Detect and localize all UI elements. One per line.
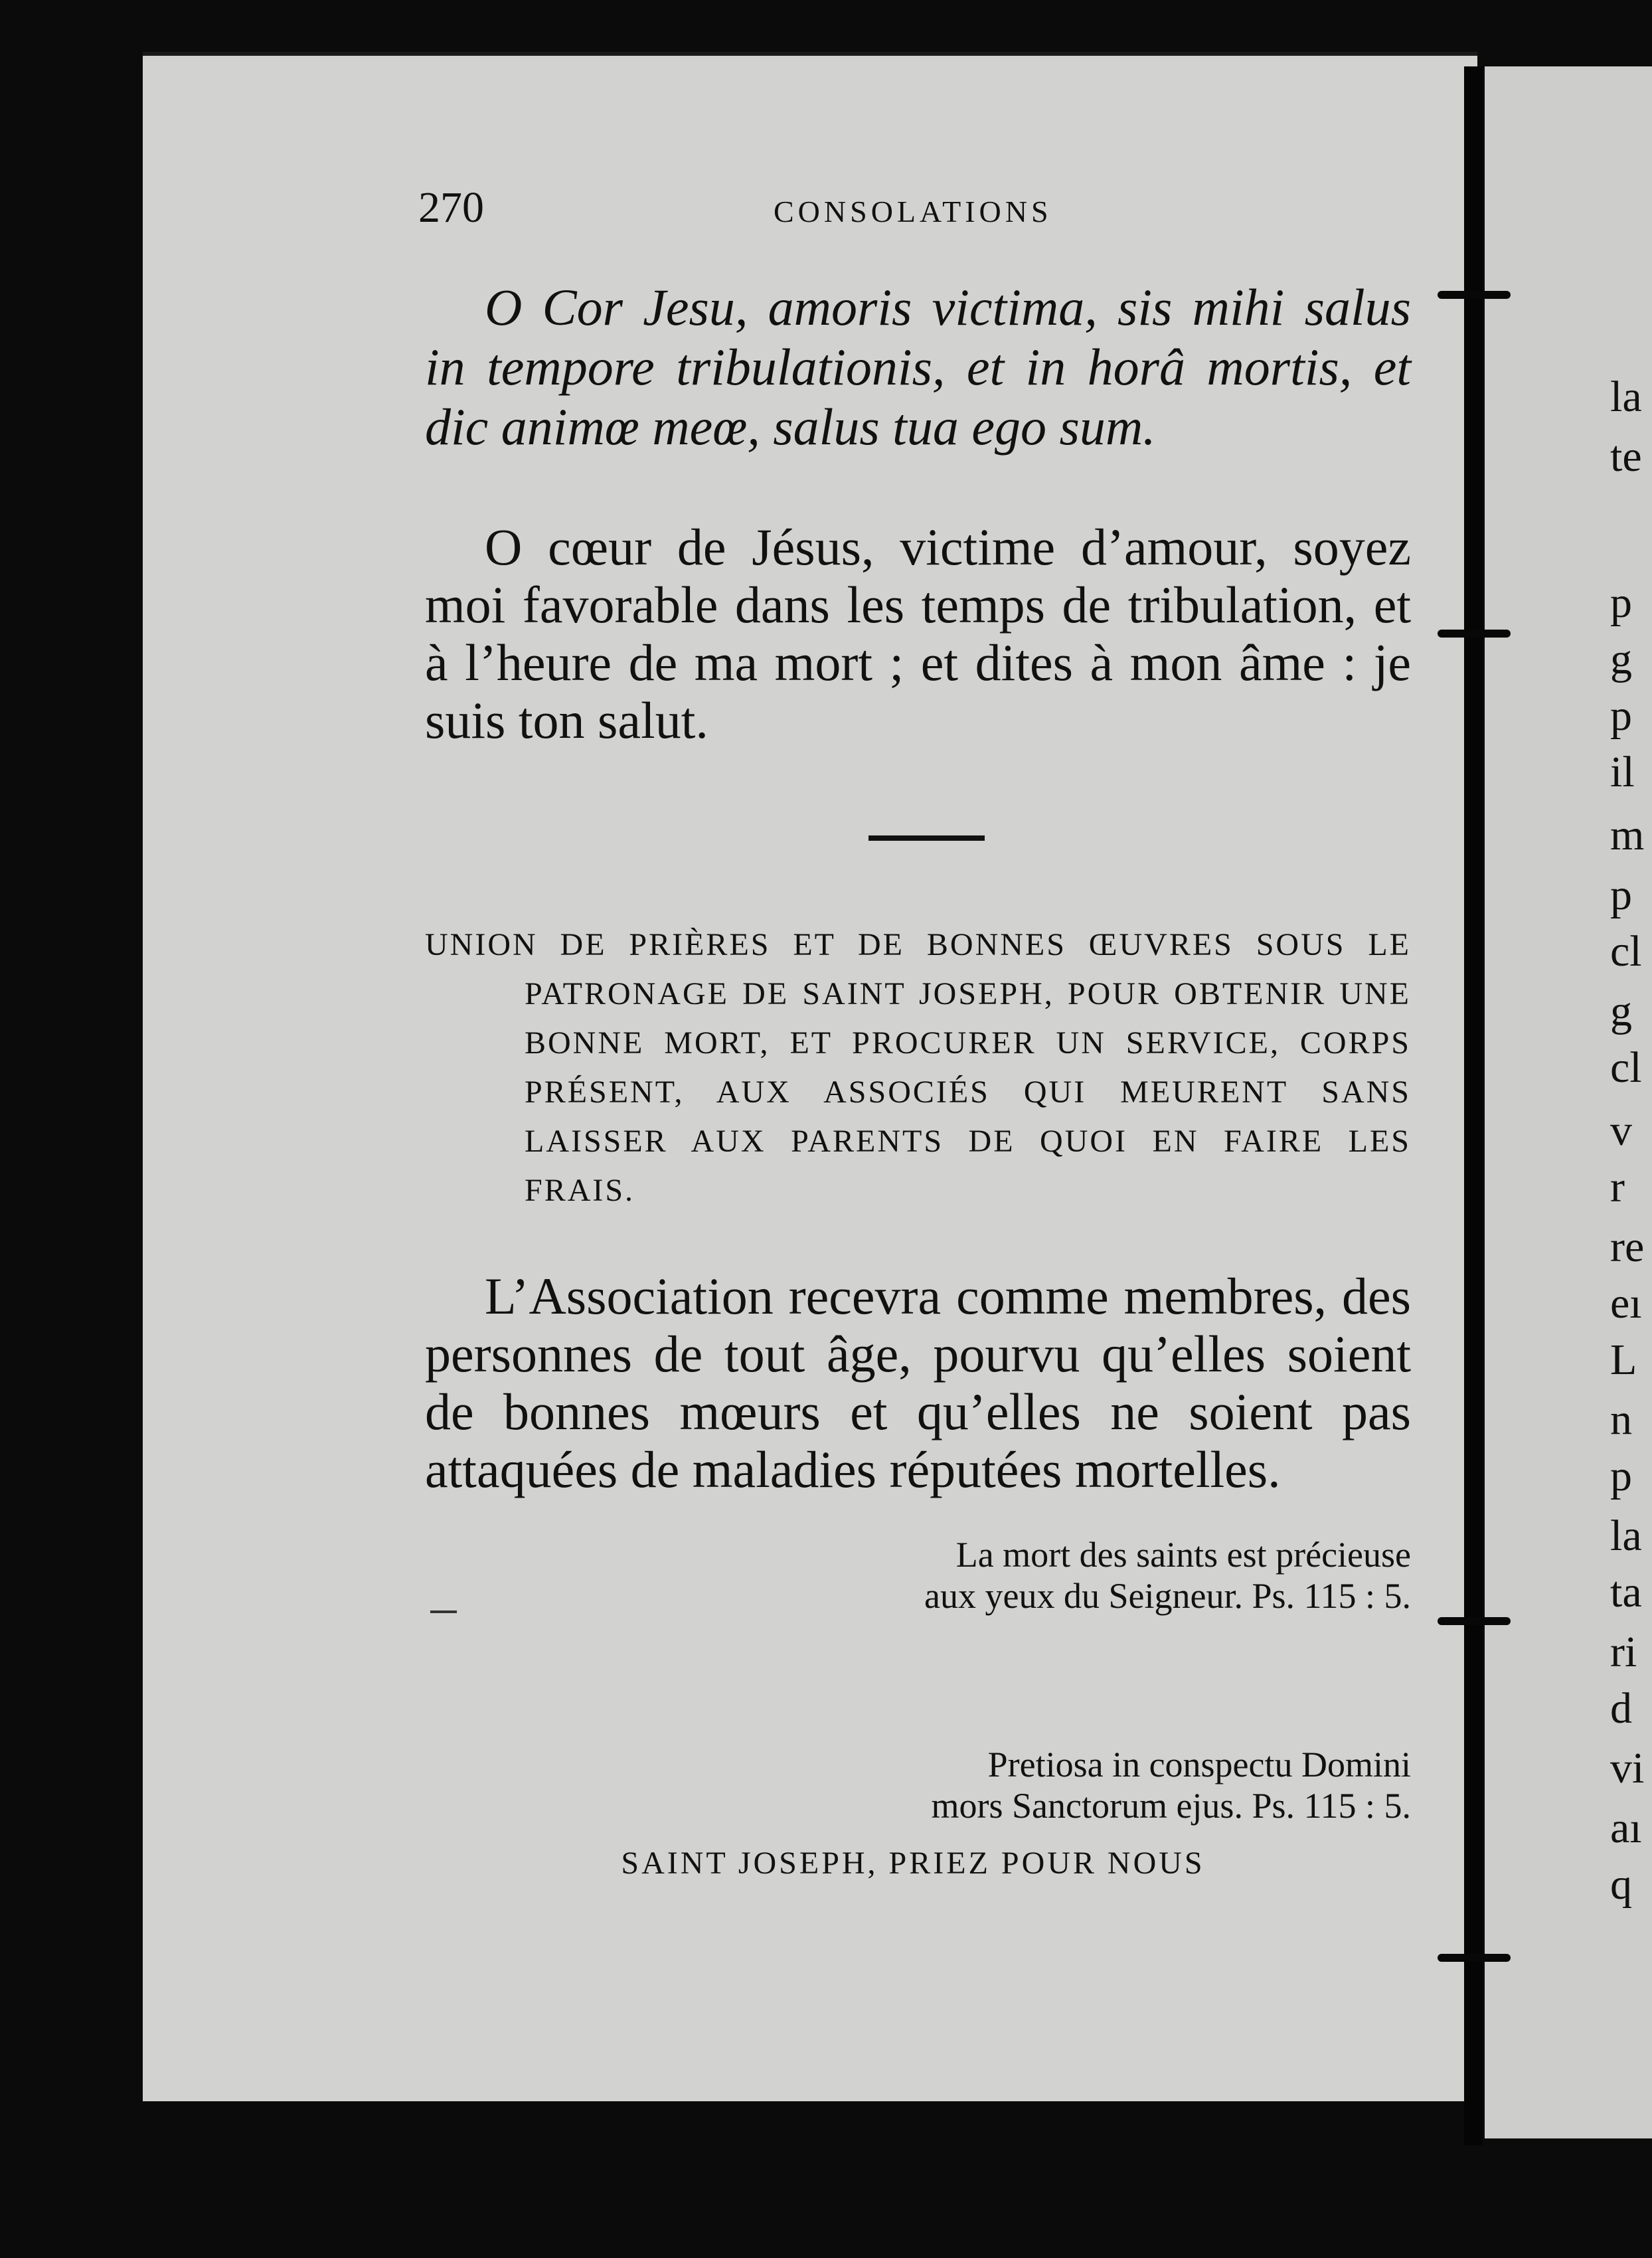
- book-spine: [1464, 66, 1483, 2145]
- facing-page-fragment: m: [1610, 811, 1645, 859]
- association-paragraph: L’Association recevra comme membres, des personnes de tout âge, pourvu qu’elles soient de bonnes mœurs et qu’elles ne soient pas attaquées de maladies réputées mortelles.: [425, 1267, 1411, 1498]
- facing-page-fragment: la: [1610, 1512, 1642, 1560]
- facing-page-fragment: r: [1610, 1163, 1625, 1211]
- section-divider: [868, 835, 985, 841]
- facing-page-fragment: g: [1610, 635, 1632, 683]
- section-heading: UNION DE PRIÈRES ET DE BONNES ŒUVRES SOUS LE PATRONAGE DE SAINT JOSEPH, POUR OBTENIR UNE BONNE MORT, ET PROCURER UN SERVICE, CORPS PRÉSENT, AUX ASSOCIÉS QUI MEURENT SANS LAISSER AUX PARENTS DE QUOI EN FAIRE LES FRAIS.: [425, 927, 1411, 1208]
- citation-french-line2: aux yeux du Seigneur. Ps. 115 : 5.: [924, 1576, 1411, 1616]
- binding-thread: [1438, 291, 1511, 299]
- facing-page-fragment: p: [1610, 1452, 1632, 1500]
- facing-page-fragment: eı: [1610, 1279, 1642, 1328]
- facing-page-fragment: cl: [1610, 1043, 1642, 1092]
- facing-page-fragment: g: [1610, 987, 1632, 1035]
- facing-page-fragment: p: [1610, 871, 1632, 919]
- running-title: CONSOLATIONS: [774, 195, 1052, 228]
- prayer-latin: O Cor Jesu, amoris victima, sis mihi salus in tempore tribulationis, et in horâ mortis, et dic animœ meœ, salus tua ego sum.: [425, 278, 1411, 456]
- facing-page-fragment: v: [1610, 1106, 1632, 1155]
- citation-latin-line1: Pretiosa in conspectu Domini: [987, 1745, 1411, 1784]
- dash-mark: [430, 1610, 457, 1613]
- facing-page-fragment: ta: [1610, 1568, 1642, 1616]
- citation-french: [757, 1534, 1411, 1616]
- facing-page-fragment: L: [1610, 1336, 1637, 1384]
- prayer-french: O cœur de Jésus, victime d’amour, soyez moi favorable dans les temps de tribulation, et à l’heure de ma mort ; et dites à mon âme : je suis ton salut.: [425, 518, 1411, 749]
- footer-invocation: SAINT JOSEPH, PRIEZ POUR NOUS: [621, 1846, 1205, 1881]
- binding-thread: [1438, 630, 1511, 638]
- facing-page-fragment: re: [1610, 1223, 1645, 1271]
- citation-french-line1: La mort des saints est précieuse: [955, 1535, 1411, 1575]
- facing-page-fragment: d: [1610, 1684, 1632, 1733]
- binding-thread: [1438, 1617, 1511, 1625]
- facing-page-fragment: vi: [1610, 1744, 1645, 1792]
- citation-latin-line2: mors Sanctorum ejus. Ps. 115 : 5.: [931, 1786, 1411, 1826]
- facing-page-fragment: la: [1610, 373, 1642, 421]
- facing-page-fragment: n: [1610, 1395, 1632, 1444]
- facing-page-fragment: p: [1610, 578, 1632, 627]
- facing-page-fragment: aı: [1610, 1804, 1642, 1852]
- citation-latin: [757, 1744, 1411, 1826]
- facing-page-fragment: q: [1610, 1860, 1632, 1909]
- facing-page-fragment: il: [1610, 748, 1635, 796]
- page-number: 270: [418, 183, 484, 232]
- facing-page-fragment: ri: [1610, 1628, 1637, 1676]
- facing-page-fragment: te: [1610, 432, 1642, 481]
- binding-thread: [1438, 1954, 1511, 1962]
- facing-page-fragment: cl: [1610, 927, 1642, 976]
- facing-page-fragment: p: [1610, 691, 1632, 740]
